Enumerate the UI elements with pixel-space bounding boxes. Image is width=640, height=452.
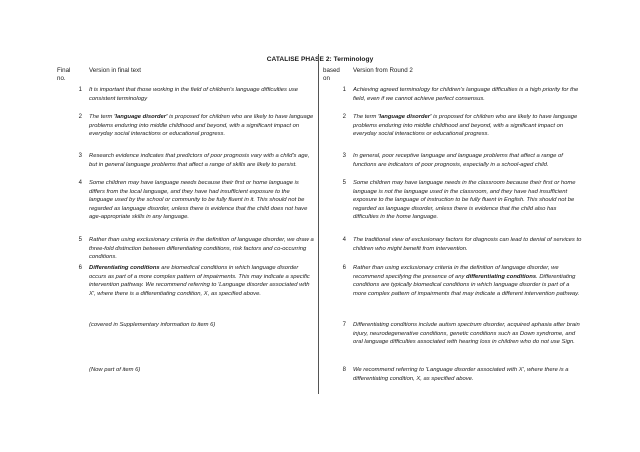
final-no-header: Final no. bbox=[57, 67, 71, 82]
row-6-final-text: Differentiating conditions are biomedical conditions in which language disorder occurs as part of a more complex pattern of impairments. This may indicate a specific intervention pathway. We recommend referring to 'Language disorder associated with X', where there is a differentiating condition, X, as specified above. bbox=[89, 265, 310, 297]
row-2-round2-text: The term 'language disorder' is proposed for children who are likely to have language problems enduring into middle childhood and beyond, with a significant impact on everyday social interactions or educational progress. bbox=[353, 114, 578, 138]
row-2-round2-number: 2 bbox=[342, 114, 346, 120]
row-6-round2-term: differentiating conditions bbox=[466, 273, 537, 280]
row-7-final-text: (covered in Supplementary information to item 6) bbox=[89, 322, 216, 328]
row-5-round2-number: 4 bbox=[342, 237, 346, 243]
row-3-round2-number: 3 bbox=[342, 153, 346, 159]
row-1-final-text: It is important that those working in the field of children's language difficulties use consistent terminology bbox=[89, 87, 299, 102]
row-6-round2-text: Rather than using exclusionary criteria in the definition of language disorder, we recommend specifying the presence of any differentiating conditions. Differentiating conditions are typically biomedical conditions in which language disorder is part of a more complex pattern of impairments that may indicate a different intervention pathway. bbox=[353, 265, 580, 297]
row-4-round2-number: 5 bbox=[342, 180, 346, 186]
row-2-final-text: The term 'language disorder' is proposed for children who are likely to have language problems enduring into middle childhood and beyond, with a significant impact on everyday social interactions or educational progress. bbox=[89, 114, 314, 138]
row-7-round2-text: Differentiating conditions include autism spectrum disorder, acquired aphasia after brain injury, neurodegenerative conditions, genetic conditions such as Down syndrome, and oral language difficulties associated with hearing loss in children who do not use Sign. bbox=[353, 322, 580, 346]
page-title: CATALISE PHASE 2: Terminology bbox=[266, 56, 374, 63]
row-5-final-number: 5 bbox=[78, 237, 82, 243]
row-2-final-number: 2 bbox=[78, 114, 82, 120]
row-8-round2-number: 8 bbox=[342, 367, 346, 373]
column-divider bbox=[318, 54, 319, 394]
row-7-round2-number: 7 bbox=[342, 322, 346, 328]
row-1-round2-number: 1 bbox=[342, 87, 346, 93]
row-1-round2-text: Achieving agreed terminology for children's language difficulties is a high priority for the field, even if we cannot achieve perfect consensus. bbox=[353, 87, 579, 102]
row-4-final-text: Some children may have language needs because their first or home language is differs from the local language, and they have had insufficient exposure to the language used by the school or community to be fully fluent in it. This should not be regarded as language disorder, unless there is evidence that the child does not have age-appropriate skills in any language. bbox=[89, 180, 308, 221]
row-2-round2-term: 'language disorder' bbox=[378, 114, 432, 120]
row-4-round2-text: Some children may have language needs in the classroom because their first or home language is not the language used in the classroom, and they have had insufficient exposure to the language of instruction to be fully fluent in English. This should not be regarded as language disorder, unless there is evidence that the child also has difficulties in the home language. bbox=[353, 180, 576, 221]
row-3-final-number: 3 bbox=[78, 153, 82, 159]
row-6-final-term: Differentiating conditions bbox=[89, 265, 160, 271]
row-6-round2-number: 6 bbox=[342, 265, 346, 271]
based-on-header: based on bbox=[323, 67, 340, 82]
final-text-header: Version in final text bbox=[89, 67, 141, 74]
row-8-final-text: (Now part of item 6) bbox=[89, 367, 141, 373]
row-6-final-number: 6 bbox=[78, 265, 82, 271]
row-1-final-number: 1 bbox=[78, 87, 82, 93]
row-8-round2-text: We recommend referring to 'Language disorder associated with X', where there is a differentiating condition, X, as specified above. bbox=[353, 367, 569, 382]
row-5-round2-text: The traditional view of exclusionary factors for diagnosis can lead to denial of services to children who might benefit from intervention. bbox=[353, 237, 582, 252]
row-5-final-text: Rather than using exclusionary criteria in the definition of language disorder, we draw a three-fold distinction between differentiating conditions, risk factors and co-occurring conditions. bbox=[89, 237, 314, 261]
row-2-final-term: 'language disorder' bbox=[114, 114, 168, 120]
row-3-final-text: Research evidence indicates that predictors of poor prognosis vary with a child's age, but in general language problems that affect a range of skills are likely to persist. bbox=[89, 153, 310, 168]
row-3-round2-text: In general, poor receptive language and language problems that affect a range of functions are indicators of poor prognosis, especially in a school-aged child. bbox=[353, 153, 563, 168]
round2-header: Version from Round 2 bbox=[353, 67, 413, 74]
row-4-final-number: 4 bbox=[78, 180, 82, 186]
